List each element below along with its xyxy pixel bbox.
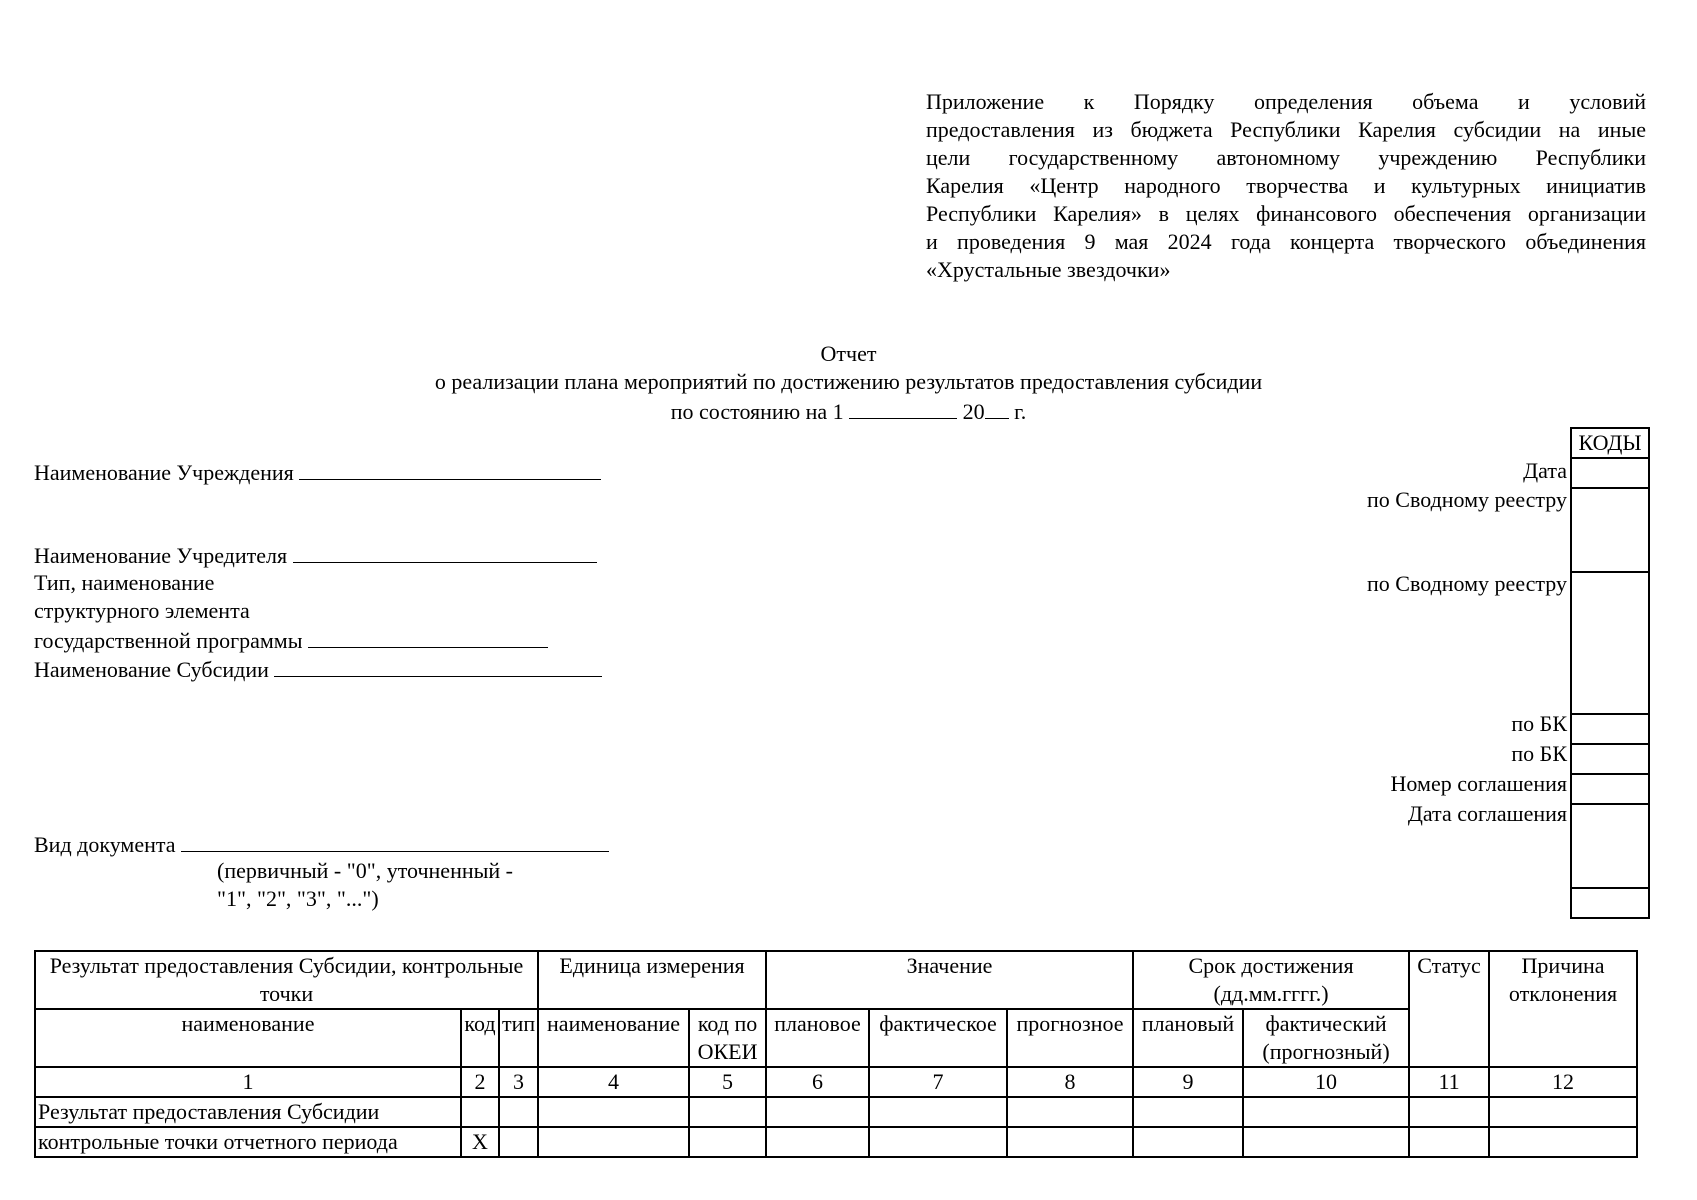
column-number: 10 <box>1243 1067 1409 1097</box>
row-cell[interactable] <box>1243 1127 1409 1157</box>
institution-blank[interactable] <box>299 457 601 480</box>
subsidy-label: Наименование Субсидии <box>34 657 269 682</box>
subsidy-blank[interactable] <box>274 654 602 677</box>
codes-cell-registry-2[interactable] <box>1571 572 1649 714</box>
codes-cell-registry-1[interactable] <box>1571 488 1649 572</box>
header-unit: Единица измерения <box>538 951 766 1009</box>
subheader-actual: фактическое <box>869 1009 1007 1067</box>
column-number: 3 <box>499 1067 538 1097</box>
doc-type-label: Вид документа <box>34 832 176 857</box>
row-cell[interactable] <box>869 1127 1007 1157</box>
doc-type-hint-line1: (первичный - "0", уточненный - <box>217 858 513 883</box>
program-blank[interactable] <box>308 625 548 648</box>
row-cell[interactable] <box>499 1097 538 1127</box>
row-cell[interactable] <box>1007 1127 1133 1157</box>
program-label-line3: государственной программы <box>34 628 303 653</box>
codes-label-registry-1: по Сводному реестру <box>1367 487 1567 512</box>
report-subtitle: о реализации плана мероприятий по достижению результатов предоставления субсидии <box>434 369 1263 394</box>
codes-label-bk-1: по БК <box>1511 711 1567 736</box>
subsidy-field <box>34 654 602 684</box>
header-result: Результат предоставления Субсидии, контрольные точки <box>35 951 538 1009</box>
appendix-line: цели государственному автономному учреждению Республики <box>926 145 1646 170</box>
row-cell[interactable] <box>689 1127 766 1157</box>
row-cell[interactable] <box>689 1097 766 1127</box>
program-label-line1: Тип, наименование <box>34 570 215 595</box>
appendix-line: предоставления из бюджета Республики Карелия субсидии на иные <box>926 117 1646 142</box>
doc-type-blank[interactable] <box>181 829 609 852</box>
column-number: 2 <box>461 1067 499 1097</box>
column-number: 11 <box>1409 1067 1489 1097</box>
column-number: 7 <box>869 1067 1007 1097</box>
subheader-planned: плановое <box>766 1009 869 1067</box>
appendix-line: Приложение к Порядку определения объема и условий <box>926 89 1646 114</box>
row-cell[interactable] <box>766 1127 869 1157</box>
doc-type-hint-line2: "1", "2", "3", "...") <box>217 886 379 911</box>
column-number: 5 <box>689 1067 766 1097</box>
column-number: 8 <box>1007 1067 1133 1097</box>
codes-cell-bk-2[interactable] <box>1571 744 1649 774</box>
row-code[interactable]: X <box>461 1127 499 1157</box>
program-label-line2: структурного элемента <box>34 598 250 623</box>
row-cell[interactable] <box>869 1097 1007 1127</box>
subheader-code: код <box>461 1009 499 1067</box>
table-row <box>35 1127 1637 1157</box>
row-name: контрольные точки отчетного периода <box>35 1127 461 1157</box>
row-cell[interactable] <box>1133 1097 1243 1127</box>
appendix-line: Карелия «Центр народного творчества и культурных инициатив <box>926 173 1646 198</box>
subheader-type: тип <box>499 1009 538 1067</box>
column-number: 4 <box>538 1067 689 1097</box>
row-cell[interactable] <box>499 1127 538 1157</box>
table-row <box>35 1097 1637 1127</box>
institution-label: Наименование Учреждения <box>34 460 294 485</box>
row-cell[interactable] <box>1489 1127 1637 1157</box>
row-cell[interactable] <box>538 1097 689 1127</box>
header-value: Значение <box>766 951 1133 1009</box>
column-number-row <box>35 1067 1637 1097</box>
subheader-okei: код по ОКЕИ <box>689 1009 766 1067</box>
header-status: Статус <box>1409 951 1489 1067</box>
appendix-line: и проведения 9 мая 2024 года концерта творческого объединения <box>926 229 1646 254</box>
institution-field <box>34 457 601 487</box>
codes-cell-doc-type[interactable] <box>1571 888 1649 918</box>
appendix-header <box>926 88 1646 284</box>
founder-field <box>34 540 597 570</box>
founder-blank[interactable] <box>293 540 597 563</box>
program-field <box>34 625 548 655</box>
codes-label-registry-2: по Сводному реестру <box>1367 571 1567 596</box>
doc-type-field <box>34 829 609 859</box>
column-number: 1 <box>35 1067 461 1097</box>
subheader-forecast: прогнозное <box>1007 1009 1133 1067</box>
subheader-name: наименование <box>35 1009 461 1067</box>
header-reason: Причина отклонения <box>1489 951 1637 1067</box>
codes-cell-date[interactable] <box>1571 458 1649 488</box>
row-cell[interactable] <box>538 1127 689 1157</box>
date-year-blank[interactable] <box>985 396 1009 419</box>
founder-label: Наименование Учредителя <box>34 543 288 568</box>
row-cell[interactable] <box>1007 1097 1133 1127</box>
report-title: Отчет <box>820 341 877 366</box>
column-number: 6 <box>766 1067 869 1097</box>
appendix-line: Республики Карелия» в целях финансового обеспечения организации <box>926 201 1646 226</box>
codes-label-agreement-date: Дата соглашения <box>1407 801 1567 826</box>
date-month-blank[interactable] <box>849 396 957 419</box>
row-cell[interactable] <box>1133 1127 1243 1157</box>
report-date-year: 20 <box>962 399 985 424</box>
codes-cell-bk-1[interactable] <box>1571 714 1649 744</box>
column-number: 12 <box>1489 1067 1637 1097</box>
codes-label-bk-2: по БК <box>1511 741 1567 766</box>
results-table <box>34 950 1638 1158</box>
report-date-line <box>0 396 1697 426</box>
codes-header: КОДЫ <box>1571 428 1649 458</box>
codes-label-date: Дата <box>1523 458 1567 483</box>
row-cell[interactable] <box>1243 1097 1409 1127</box>
header-deadline: Срок достижения (дд.мм.гггг.) <box>1133 951 1409 1009</box>
row-name: Результат предоставления Субсидии <box>35 1097 461 1127</box>
report-date-prefix: по состоянию на 1 <box>670 399 844 424</box>
row-cell[interactable] <box>766 1097 869 1127</box>
appendix-line: «Хрустальные звездочки» <box>926 257 1171 282</box>
codes-cell-agreement-date[interactable] <box>1571 804 1649 888</box>
subheader-actual-date: фактический (прогнозный) <box>1243 1009 1409 1067</box>
row-code[interactable] <box>461 1097 499 1127</box>
row-cell[interactable] <box>1409 1127 1489 1157</box>
report-date-suffix: г. <box>1014 399 1027 424</box>
codes-label-agreement-number: Номер соглашения <box>1390 771 1567 796</box>
column-number: 9 <box>1133 1067 1243 1097</box>
codes-cell-agreement-number[interactable] <box>1571 774 1649 804</box>
codes-box <box>1570 427 1650 919</box>
subheader-plan-date: плановый <box>1133 1009 1243 1067</box>
row-cell[interactable] <box>1489 1097 1637 1127</box>
row-cell[interactable] <box>1409 1097 1489 1127</box>
subheader-unit-name: наименование <box>538 1009 689 1067</box>
